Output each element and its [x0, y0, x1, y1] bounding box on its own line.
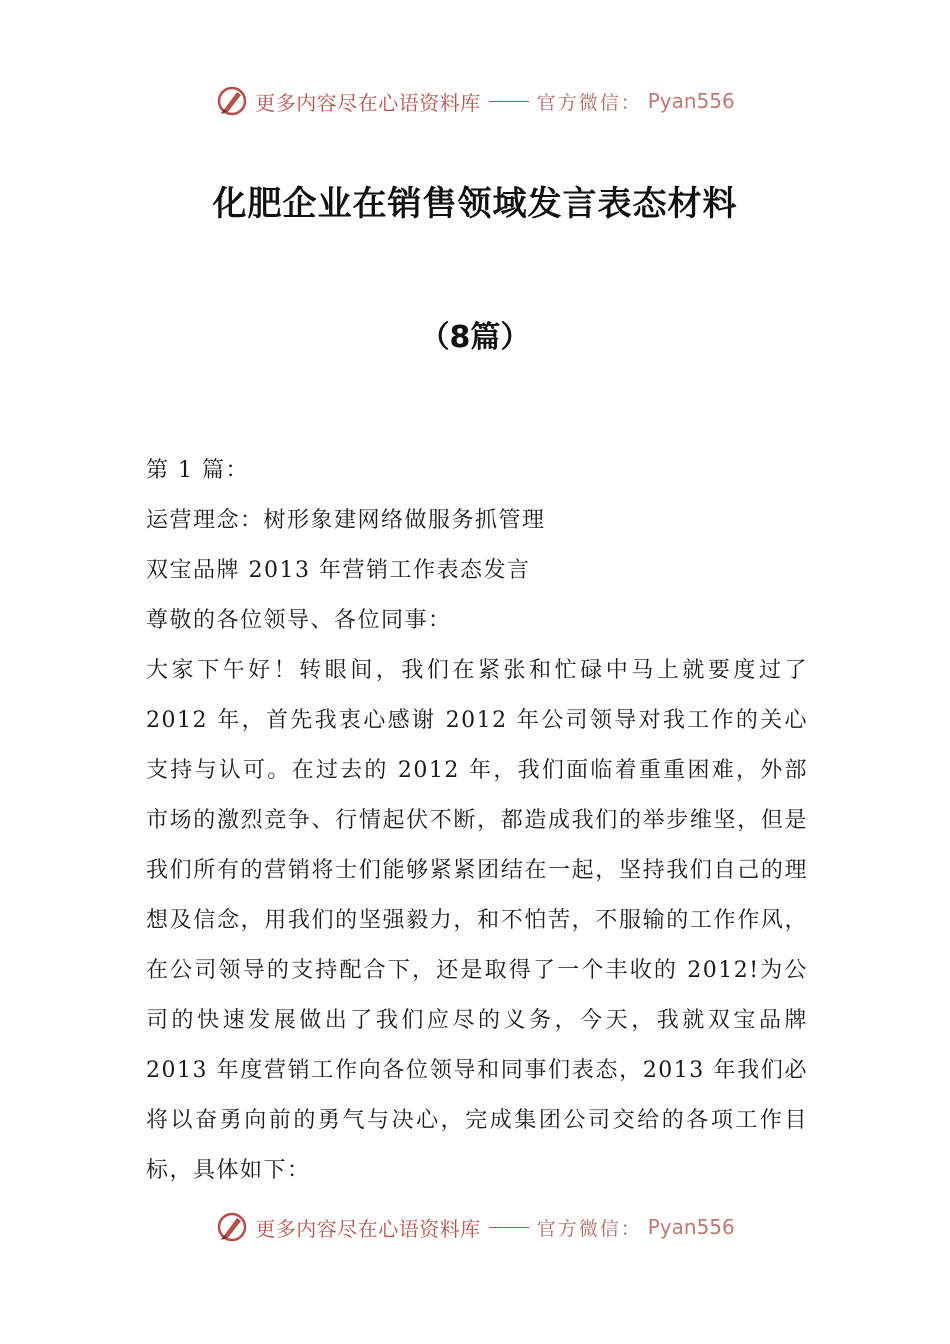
- banner-wechat-id: Pyan556: [647, 89, 735, 113]
- operating-concept-line: 运营理念：树形象建网络做服务抓管理: [146, 508, 546, 533]
- section-heading: 第 1 篇：: [146, 458, 249, 483]
- pen-logo-icon: [215, 84, 249, 118]
- header-banner: [0, 84, 950, 118]
- banner-wechat-label: 官方微信：: [536, 91, 642, 114]
- pen-logo-icon: [215, 1210, 249, 1244]
- document-title: 化肥企业在销售领域发言表态材料: [212, 184, 738, 224]
- document-body: [146, 446, 808, 1196]
- banner-text: 更多内容尽在心语资料库: [255, 90, 481, 115]
- banner-wechat-label: 官方微信：: [536, 1217, 642, 1240]
- document-subtitle: （8篇）: [419, 320, 531, 355]
- body-paragraph: 大家下午好！转眼间，我们在紧张和忙碌中马上就要度过了 2012 年，首先我衷心感谢 2012 年公司领导对我工作的关心支持与认可。在过去的 2012 年，我们面临着重重困难，外部市场的激烈竞争、行情起伏不断，都造成我们的举步维坚，但是我们所有的营销将士们能够紧紧团结在一起，坚持我们自己的理想及信念，用我们的坚强毅力，和不怕苦，不服输的工作作风，在公司领导的支持配合下，还是取得了一个丰收的 2012!为公司的快速发展做出了我们应尽的义务，今天，我就双宝品牌 2013 年度营销工作向各位领导和同事们表态，2013 年我们必将以奋勇向前的勇气与决心，完成集团公司交给的各项工作目标，具体如下：: [146, 658, 808, 1183]
- banner-divider: [489, 1227, 529, 1228]
- speech-title-line: 双宝品牌 2013 年营销工作表态发言: [146, 558, 531, 583]
- banner-divider: [489, 101, 529, 102]
- footer-banner: [0, 1210, 950, 1244]
- banner-wechat-id: Pyan556: [647, 1215, 735, 1239]
- salutation-line: 尊敬的各位领导、各位同事：: [146, 608, 452, 633]
- banner-text: 更多内容尽在心语资料库: [255, 1216, 481, 1241]
